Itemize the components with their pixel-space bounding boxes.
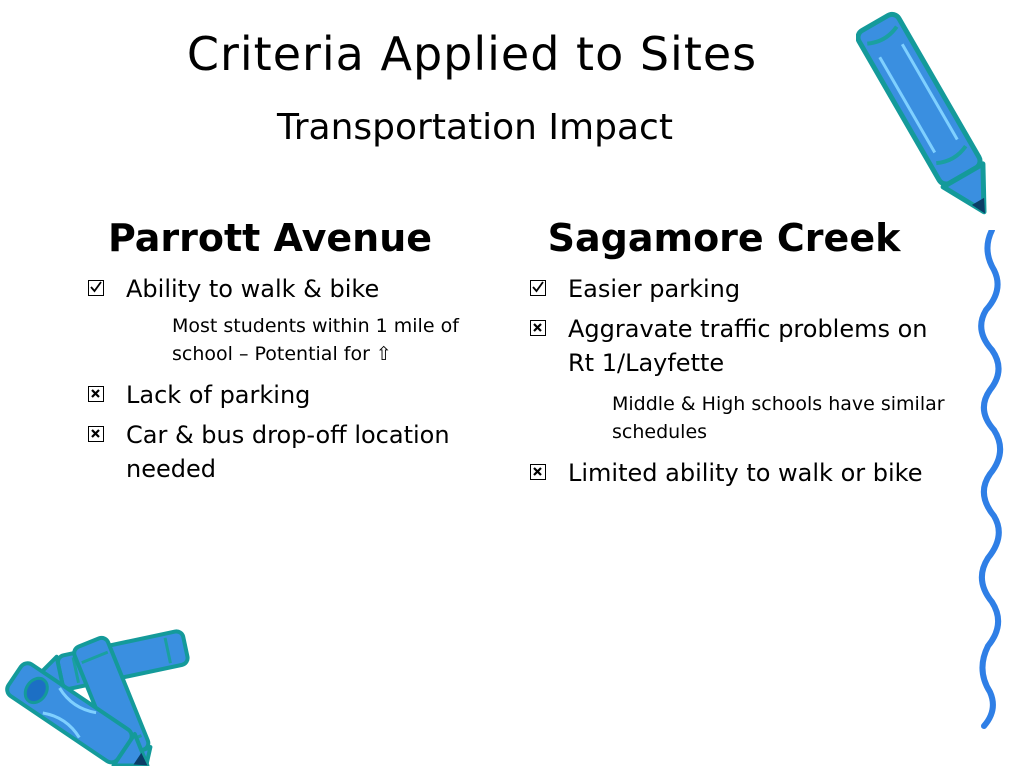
checkbox-crossed-icon — [88, 386, 104, 402]
list-item-text: Limited ability to walk or bike — [568, 459, 923, 487]
slide-title: Criteria Applied to Sites — [186, 27, 758, 81]
list-item — [528, 312, 948, 380]
wavy-line-decoration — [956, 230, 1016, 730]
list-item-text: Aggravate traffic problems on Rt 1/Layfette — [568, 315, 928, 377]
list-item — [86, 272, 506, 306]
sagamore-creek-heading: Sagamore Creek — [547, 216, 901, 260]
list-item — [86, 378, 506, 412]
list-item-text: Car & bus drop-off location needed — [126, 421, 450, 483]
slide-subtitle: Transportation Impact — [277, 107, 673, 148]
crayons-icon — [0, 616, 210, 766]
parrott-avenue-heading: Parrott Avenue — [107, 216, 433, 260]
checkbox-crossed-icon — [88, 426, 104, 442]
list-item — [528, 456, 948, 490]
list-item-text: Ability to walk & bike — [126, 275, 380, 303]
sagamore-creek-column — [528, 212, 948, 496]
parrott-avenue-column — [86, 212, 506, 492]
list-item — [86, 418, 506, 486]
list-item-text: Lack of parking — [126, 381, 311, 409]
crayon-icon — [856, 0, 1006, 240]
list-item-note: Most students within 1 mile of school – Potential for ⇧ — [172, 315, 459, 365]
list-item — [528, 272, 948, 306]
checkbox-crossed-icon — [530, 464, 546, 480]
list-item-text: Easier parking — [568, 275, 741, 303]
checkbox-crossed-icon — [530, 320, 546, 336]
list-item-note: Middle & High schools have similar schedules — [612, 393, 945, 443]
checkbox-checked-icon — [88, 280, 104, 296]
checkbox-checked-icon — [530, 280, 546, 296]
